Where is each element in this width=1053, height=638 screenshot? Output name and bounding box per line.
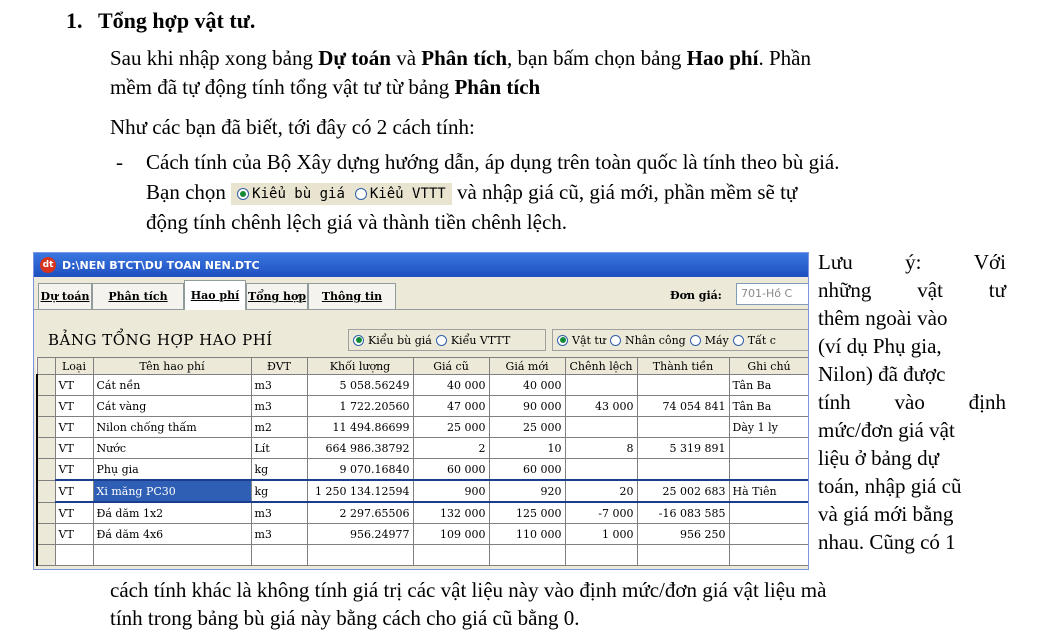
side-note-line: thêm ngoài vào [818, 306, 948, 330]
row-selector[interactable] [37, 417, 55, 438]
side-note-line: liệu ở bảng dự [818, 446, 940, 470]
cell-chenh-lech[interactable] [565, 375, 637, 396]
cell-khoi-luong[interactable]: 11 494.86699 [307, 417, 413, 438]
side-note [818, 248, 1006, 556]
side-note-line: những vật tư [818, 278, 1006, 302]
cell-dvt[interactable]: m3 [251, 375, 307, 396]
bullet-dash: - [116, 150, 123, 174]
column-header[interactable]: Chênh lệch [565, 358, 637, 375]
table-header-row [37, 358, 809, 375]
row-selector[interactable] [37, 459, 55, 481]
cell-gia-moi[interactable]: 920 [489, 480, 565, 502]
cell-loai[interactable]: VT [55, 459, 93, 481]
cell-khoi-luong[interactable]: 664 986.38792 [307, 438, 413, 459]
window-titlebar [34, 253, 808, 277]
cell-gia-moi[interactable]: 125 000 [489, 502, 565, 524]
cell-gia-moi[interactable]: 60 000 [489, 459, 565, 481]
paragraph-1-line-2: mềm đã tự động tính tổng vật tư từ bảng Phân tích [110, 75, 541, 99]
cell-dvt[interactable]: m3 [251, 502, 307, 524]
cell-loai[interactable]: VT [55, 524, 93, 545]
tab-thong-tin[interactable]: Thông tin [308, 283, 396, 309]
radio-empty-icon [355, 188, 367, 200]
bullet-line-1: Cách tính của Bộ Xây dựng hướng dẫn, áp dụng trên toàn quốc là tính theo bù giá. [146, 150, 840, 174]
side-note-line: toán, nhập giá cũ [818, 474, 962, 498]
column-header[interactable]: Tên hao phí [93, 358, 251, 375]
cell-gia-moi[interactable]: 40 000 [489, 375, 565, 396]
cell-thanh-tien[interactable]: 25 002 683 [637, 480, 729, 502]
cell-dvt[interactable]: m2 [251, 417, 307, 438]
row-selector[interactable] [37, 396, 55, 417]
row-selector[interactable] [37, 438, 55, 459]
cell-ghi-chu[interactable] [729, 524, 809, 545]
table-title: BẢNG TỔNG HỢP HAO PHÍ [48, 331, 273, 349]
side-note-line: Nilon) đã được [818, 362, 946, 386]
cell-dvt[interactable]: m3 [251, 524, 307, 545]
cell-ten[interactable]: Cát vàng [93, 396, 251, 417]
row-selector[interactable] [37, 480, 55, 502]
cell-gia-cu[interactable]: 25 000 [413, 417, 489, 438]
cell-thanh-tien[interactable] [637, 375, 729, 396]
row-selector[interactable] [37, 375, 55, 396]
radio-selected-icon[interactable] [557, 335, 568, 346]
table-row-empty[interactable] [37, 545, 809, 566]
paragraph-1-line-1: Sau khi nhập xong bảng Dự toán và Phân tích, bạn bấm chọn bảng Hao phí. Phần [110, 46, 811, 70]
tab-hao-phi[interactable]: Hao phí [184, 280, 246, 310]
cell-ten[interactable]: Nilon chống thấm [93, 417, 251, 438]
cell-gia-cu[interactable]: 132 000 [413, 502, 489, 524]
cell-chenh-lech[interactable]: 1 000 [565, 524, 637, 545]
tab-du-toan[interactable]: Dự toán [38, 283, 92, 309]
table-row[interactable] [37, 438, 809, 459]
cell-gia-cu[interactable]: 60 000 [413, 459, 489, 481]
don-gia-field[interactable]: 701-Hồ C [736, 283, 809, 305]
row-selector[interactable] [37, 502, 55, 524]
cell-thanh-tien[interactable] [637, 417, 729, 438]
cell-khoi-luong[interactable]: 9 070.16840 [307, 459, 413, 481]
radio-selected-icon [237, 188, 249, 200]
radio-empty-icon[interactable] [610, 335, 621, 346]
cell-gia-moi[interactable]: 110 000 [489, 524, 565, 545]
cell-khoi-luong[interactable]: 956.24977 [307, 524, 413, 545]
cell-loai[interactable]: VT [55, 417, 93, 438]
cell-ten[interactable]: Xi măng PC30 [93, 480, 251, 502]
cell-ghi-chu[interactable] [729, 459, 809, 481]
cell-loai[interactable]: VT [55, 375, 93, 396]
cell-gia-cu[interactable]: 47 000 [413, 396, 489, 417]
row-selector[interactable] [37, 545, 55, 566]
cell-chenh-lech[interactable]: 8 [565, 438, 637, 459]
cell-chenh-lech[interactable]: 20 [565, 480, 637, 502]
cell-thanh-tien[interactable] [637, 459, 729, 481]
footer-line-2: tính trong bảng bù giá này bằng cách cho giá cũ bằng 0. [110, 606, 580, 630]
side-note-line: tính vào định [818, 390, 1006, 414]
bullet-line-3: động tính chênh lệch giá và thành tiền chênh lệch. [146, 210, 568, 234]
row-selector[interactable] [37, 524, 55, 545]
table-row-selected[interactable] [37, 480, 809, 502]
heading-number: 1. [66, 8, 83, 33]
cell-ten[interactable]: Đá dăm 4x6 [93, 524, 251, 545]
heading-title: Tổng hợp vật tư. [98, 8, 256, 33]
cell-ghi-chu[interactable] [729, 502, 809, 524]
cell-khoi-luong[interactable]: 2 297.65506 [307, 502, 413, 524]
cell-thanh-tien[interactable]: -16 083 585 [637, 502, 729, 524]
tab-phan-tich[interactable]: Phân tích [92, 283, 184, 309]
cell-loai[interactable]: VT [55, 480, 93, 502]
cell-ten[interactable]: Đá dăm 1x2 [93, 502, 251, 524]
cell-ten[interactable]: Nước [93, 438, 251, 459]
cell-ten[interactable]: Cát nền [93, 375, 251, 396]
cost-type-group: Vật tư Nhân công Máy Tất c [552, 329, 809, 351]
radio-strip-screenshot: Kiểu bù giá Kiểu VTTT [231, 183, 452, 205]
table-row[interactable] [37, 375, 809, 396]
cell-khoi-luong[interactable]: 1 250 134.12594 [307, 480, 413, 502]
cell-ghi-chu[interactable] [729, 438, 809, 459]
cell-thanh-tien[interactable]: 5 319 891 [637, 438, 729, 459]
tab-bar [34, 277, 808, 310]
column-header[interactable]: Khối lượng [307, 358, 413, 375]
cell-loai[interactable]: VT [55, 438, 93, 459]
cell-dvt[interactable]: kg [251, 480, 307, 502]
table-row[interactable] [37, 459, 809, 481]
cell-loai[interactable]: VT [55, 396, 93, 417]
radio-empty-icon[interactable] [436, 335, 447, 346]
side-note-line: và giá mới bằng [818, 502, 954, 526]
cell-ghi-chu[interactable]: Tân Ba [729, 375, 809, 396]
cell-dvt[interactable]: m3 [251, 396, 307, 417]
cell-loai[interactable]: VT [55, 502, 93, 524]
column-header[interactable]: ĐVT [251, 358, 307, 375]
paragraph-2: Như các bạn đã biết, tới đây có 2 cách tính: [110, 115, 475, 139]
side-note-line: (ví dụ Phụ gia, [818, 334, 942, 358]
column-header[interactable]: Loại [55, 358, 93, 375]
cell-thanh-tien[interactable]: 956 250 [637, 524, 729, 545]
bullet-line-2: Bạn chọn Kiểu bù giá Kiểu VTTT và nhập giá cũ, giá mới, phần mềm sẽ tự [146, 180, 798, 204]
don-gia-label: Đơn giá: [670, 289, 722, 302]
column-header[interactable]: Thành tiền [637, 358, 729, 375]
table-row[interactable] [37, 417, 809, 438]
cell-chenh-lech[interactable]: -7 000 [565, 502, 637, 524]
cell-ghi-chu[interactable]: Hà Tiên [729, 480, 809, 502]
cell-ghi-chu[interactable]: Tân Ba [729, 396, 809, 417]
cell-chenh-lech[interactable]: 43 000 [565, 396, 637, 417]
cell-thanh-tien[interactable]: 74 054 841 [637, 396, 729, 417]
software-window [33, 252, 809, 570]
cell-chenh-lech[interactable] [565, 459, 637, 481]
column-header[interactable]: Ghi chú [729, 358, 809, 375]
window-title: D:\NEN BTCT\DU TOAN NEN.DTC [62, 258, 260, 272]
row-selector-header [37, 358, 55, 375]
column-header[interactable]: Giá cũ [413, 358, 489, 375]
cell-chenh-lech[interactable] [565, 417, 637, 438]
radio-selected-icon[interactable] [353, 335, 364, 346]
cell-dvt[interactable]: Lít [251, 438, 307, 459]
cell-khoi-luong[interactable]: 1 722.20560 [307, 396, 413, 417]
side-note-line: nhau. Cũng có 1 [818, 530, 956, 554]
radio-empty-icon[interactable] [690, 335, 701, 346]
cell-gia-moi[interactable]: 90 000 [489, 396, 565, 417]
cell-khoi-luong[interactable]: 5 058.56249 [307, 375, 413, 396]
cell-gia-moi[interactable]: 10 [489, 438, 565, 459]
table-row[interactable] [37, 524, 809, 545]
cell-gia-cu[interactable]: 2 [413, 438, 489, 459]
side-note-line: Lưu ý: Với [818, 250, 1006, 274]
cell-ten[interactable]: Phụ gia [93, 459, 251, 481]
table-row[interactable] [37, 502, 809, 524]
calc-mode-group: Kiểu bù giá Kiểu VTTT [348, 329, 546, 351]
side-note-line: mức/đơn giá vật [818, 418, 955, 442]
cell-dvt[interactable]: kg [251, 459, 307, 481]
app-logo-icon: dt [40, 257, 56, 273]
cell-gia-cu[interactable]: 900 [413, 480, 489, 502]
column-header[interactable]: Giá mới [489, 358, 565, 375]
cell-gia-cu[interactable]: 40 000 [413, 375, 489, 396]
section-heading [66, 8, 255, 34]
cell-gia-moi[interactable]: 25 000 [489, 417, 565, 438]
cell-ghi-chu[interactable]: Dày 1 ly [729, 417, 809, 438]
radio-empty-icon[interactable] [733, 335, 744, 346]
table-row[interactable] [37, 396, 809, 417]
footer-line-1: cách tính khác là không tính giá trị các vật liệu này vào định mức/đơn giá vật liệu mà [110, 578, 827, 602]
tab-tong-hop[interactable]: Tổng hợp [246, 283, 308, 309]
cell-gia-cu[interactable]: 109 000 [413, 524, 489, 545]
hao-phi-table [36, 357, 809, 566]
